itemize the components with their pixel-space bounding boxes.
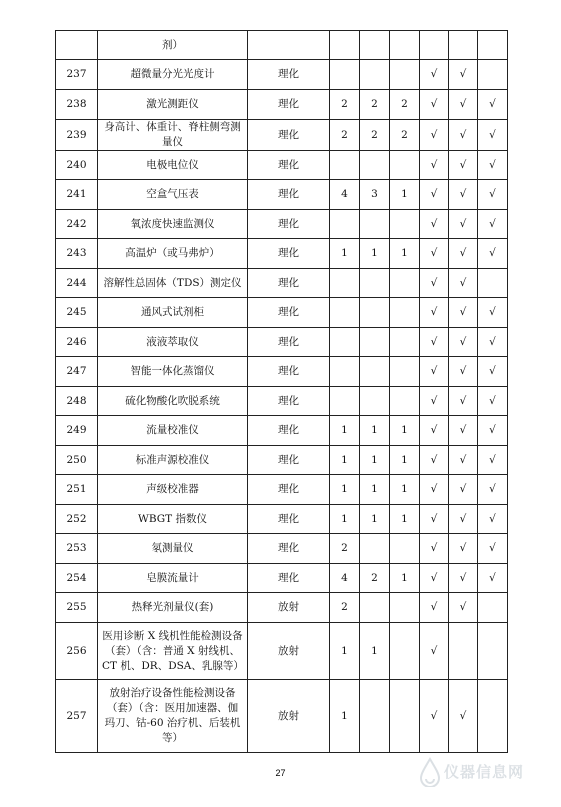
cell-equipment-name: 氧浓度快速监测仪 <box>98 210 248 239</box>
cell-c6: √ <box>478 505 508 534</box>
cell-c5: √ <box>449 357 478 387</box>
cell-equipment-name: 液液萃取仪 <box>98 328 248 357</box>
table-row <box>56 210 508 239</box>
cell-category: 理化 <box>248 210 330 239</box>
cell-c5 <box>449 31 478 60</box>
page-number: 27 <box>275 768 286 778</box>
cell-equipment-name: 超微量分光光度计 <box>98 60 248 90</box>
cell-c3 <box>390 298 420 328</box>
cell-number: 251 <box>56 475 98 505</box>
cell-c6 <box>478 269 508 298</box>
cell-c3: 1 <box>390 180 420 210</box>
cell-c4: √ <box>420 269 449 298</box>
cell-number: 252 <box>56 505 98 534</box>
cell-c5: √ <box>449 151 478 180</box>
cell-c1: 4 <box>330 180 360 210</box>
cell-c1: 1 <box>330 680 360 753</box>
cell-c1: 4 <box>330 564 360 593</box>
cell-category: 理化 <box>248 387 330 416</box>
cell-c1 <box>330 60 360 90</box>
cell-c6 <box>478 623 508 680</box>
cell-c6: √ <box>478 328 508 357</box>
cell-number: 245 <box>56 298 98 328</box>
cell-c5: √ <box>449 446 478 475</box>
cell-category: 理化 <box>248 505 330 534</box>
cell-c3 <box>390 387 420 416</box>
cell-c5: √ <box>449 60 478 90</box>
cell-number: 256 <box>56 623 98 680</box>
cell-category: 理化 <box>248 151 330 180</box>
table-row <box>56 180 508 210</box>
cell-c3 <box>390 680 420 753</box>
cell-c4: √ <box>420 534 449 564</box>
cell-c1: 1 <box>330 505 360 534</box>
cell-c6 <box>478 680 508 753</box>
cell-category: 理化 <box>248 90 330 120</box>
watermark-text: 仪器信息网 <box>444 763 525 781</box>
cell-c6: √ <box>478 416 508 446</box>
cell-equipment-name: 智能一体化蒸馏仪 <box>98 357 248 387</box>
cell-c4 <box>420 31 449 60</box>
cell-category: 理化 <box>248 475 330 505</box>
cell-c3 <box>390 151 420 180</box>
cell-equipment-name: 流量校准仪 <box>98 416 248 446</box>
table-row <box>56 120 508 151</box>
cell-c4: √ <box>420 387 449 416</box>
cell-c2: 2 <box>360 90 390 120</box>
cell-c1 <box>330 151 360 180</box>
cell-c5: √ <box>449 210 478 239</box>
cell-c2: 2 <box>360 120 390 151</box>
cell-c2: 1 <box>360 416 390 446</box>
cell-equipment-name: 声级校准器 <box>98 475 248 505</box>
cell-c4: √ <box>420 593 449 623</box>
table-row <box>56 593 508 623</box>
cell-number: 244 <box>56 269 98 298</box>
cell-equipment-name: 高温炉（或马弗炉） <box>98 239 248 269</box>
cell-equipment-name: 空盒气压表 <box>98 180 248 210</box>
cell-c4: √ <box>420 60 449 90</box>
cell-c2 <box>360 60 390 90</box>
cell-c4: √ <box>420 120 449 151</box>
cell-category: 理化 <box>248 298 330 328</box>
cell-equipment-name: 身高计、体重计、脊柱侧弯测量仪 <box>98 120 248 151</box>
cell-c5: √ <box>449 298 478 328</box>
equipment-table <box>55 30 508 753</box>
cell-c5: √ <box>449 180 478 210</box>
cell-c3: 2 <box>390 90 420 120</box>
cell-number: 247 <box>56 357 98 387</box>
cell-c6: √ <box>478 564 508 593</box>
cell-number: 238 <box>56 90 98 120</box>
cell-c5: √ <box>449 505 478 534</box>
cell-category: 放射 <box>248 593 330 623</box>
cell-c4: √ <box>420 180 449 210</box>
equipment-table-body <box>56 31 508 753</box>
cell-category: 理化 <box>248 239 330 269</box>
table-row <box>56 534 508 564</box>
cell-c5: √ <box>449 90 478 120</box>
cell-c3 <box>390 593 420 623</box>
cell-equipment-name: 氡测量仪 <box>98 534 248 564</box>
cell-c2: 1 <box>360 239 390 269</box>
cell-number: 253 <box>56 534 98 564</box>
cell-c1 <box>330 387 360 416</box>
cell-c6: √ <box>478 180 508 210</box>
cell-c5 <box>449 623 478 680</box>
cell-c2: 1 <box>360 475 390 505</box>
cell-category: 理化 <box>248 269 330 298</box>
cell-equipment-name: 溶解性总固体（TDS）测定仪 <box>98 269 248 298</box>
cell-c3: 1 <box>390 416 420 446</box>
cell-c5: √ <box>449 269 478 298</box>
cell-number: 246 <box>56 328 98 357</box>
table-row <box>56 90 508 120</box>
cell-equipment-name: 通风式试剂柜 <box>98 298 248 328</box>
cell-c5: √ <box>449 120 478 151</box>
cell-number <box>56 31 98 60</box>
cell-c2 <box>360 534 390 564</box>
cell-c6: √ <box>478 298 508 328</box>
cell-c2 <box>360 357 390 387</box>
cell-number: 255 <box>56 593 98 623</box>
table-row <box>56 564 508 593</box>
cell-c6 <box>478 60 508 90</box>
cell-equipment-name: 硫化物酸化吹脱系统 <box>98 387 248 416</box>
cell-c2: 1 <box>360 623 390 680</box>
cell-c2: 2 <box>360 564 390 593</box>
cell-category: 理化 <box>248 446 330 475</box>
cell-number: 237 <box>56 60 98 90</box>
cell-c2 <box>360 269 390 298</box>
cell-c1 <box>330 328 360 357</box>
cell-c4: √ <box>420 623 449 680</box>
cell-c4: √ <box>420 210 449 239</box>
cell-c2: 1 <box>360 446 390 475</box>
cell-c2 <box>360 31 390 60</box>
cell-c4: √ <box>420 446 449 475</box>
cell-c4: √ <box>420 564 449 593</box>
cell-c2: 3 <box>360 180 390 210</box>
cell-number: 240 <box>56 151 98 180</box>
cell-c2 <box>360 680 390 753</box>
cell-c1 <box>330 357 360 387</box>
cell-c3: 1 <box>390 505 420 534</box>
cell-number: 257 <box>56 680 98 753</box>
cell-c3 <box>390 623 420 680</box>
cell-category: 理化 <box>248 60 330 90</box>
cell-c2 <box>360 593 390 623</box>
cell-c3: 1 <box>390 239 420 269</box>
cell-c4: √ <box>420 505 449 534</box>
table-row <box>56 269 508 298</box>
cell-number: 241 <box>56 180 98 210</box>
cell-c2 <box>360 151 390 180</box>
cell-c6 <box>478 31 508 60</box>
cell-c5: √ <box>449 680 478 753</box>
cell-equipment-name: 热释光剂量仪(套) <box>98 593 248 623</box>
table-row <box>56 475 508 505</box>
cell-number: 248 <box>56 387 98 416</box>
cell-category <box>248 31 330 60</box>
cell-equipment-name: 标准声源校准仪 <box>98 446 248 475</box>
cell-equipment-name: 医用诊断 X 线机性能检测设备（套）（含：普通 X 射线机、CT 机、DR、DSA、乳腺等） <box>98 623 248 680</box>
table-row <box>56 151 508 180</box>
cell-c4: √ <box>420 298 449 328</box>
cell-c6 <box>478 593 508 623</box>
table-row <box>56 328 508 357</box>
table-row <box>56 505 508 534</box>
cell-c1: 2 <box>330 593 360 623</box>
cell-c3: 1 <box>390 446 420 475</box>
cell-c1: 1 <box>330 475 360 505</box>
cell-equipment-name: 剂） <box>98 31 248 60</box>
cell-c1 <box>330 298 360 328</box>
cell-c3: 1 <box>390 564 420 593</box>
table-row <box>56 387 508 416</box>
cell-c5: √ <box>449 534 478 564</box>
cell-c2 <box>360 328 390 357</box>
cell-equipment-name: 皂膜流量计 <box>98 564 248 593</box>
cell-category: 理化 <box>248 328 330 357</box>
cell-c4: √ <box>420 151 449 180</box>
cell-number: 242 <box>56 210 98 239</box>
cell-category: 放射 <box>248 623 330 680</box>
cell-category: 理化 <box>248 120 330 151</box>
cell-c1: 2 <box>330 90 360 120</box>
watermark <box>418 753 558 793</box>
cell-c4: √ <box>420 328 449 357</box>
cell-c2 <box>360 298 390 328</box>
cell-c6: √ <box>478 120 508 151</box>
cell-c6: √ <box>478 151 508 180</box>
cell-c1: 1 <box>330 623 360 680</box>
table-row <box>56 31 508 60</box>
cell-equipment-name: 放射治疗设备性能检测设备（套）（含：医用加速器、伽玛刀、钴-60 治疗机、后装机等） <box>98 680 248 753</box>
cell-c4: √ <box>420 680 449 753</box>
cell-category: 理化 <box>248 534 330 564</box>
cell-c2 <box>360 387 390 416</box>
cell-c6: √ <box>478 387 508 416</box>
cell-category: 理化 <box>248 416 330 446</box>
cell-c4: √ <box>420 475 449 505</box>
cell-c2 <box>360 210 390 239</box>
cell-category: 理化 <box>248 564 330 593</box>
cell-c4: √ <box>420 90 449 120</box>
cell-number: 254 <box>56 564 98 593</box>
cell-c6: √ <box>478 90 508 120</box>
cell-c3: 2 <box>390 120 420 151</box>
cell-c1: 2 <box>330 534 360 564</box>
table-row <box>56 680 508 753</box>
cell-c6: √ <box>478 357 508 387</box>
cell-category: 放射 <box>248 680 330 753</box>
cell-c3 <box>390 210 420 239</box>
table-row <box>56 623 508 680</box>
cell-category: 理化 <box>248 180 330 210</box>
cell-c5: √ <box>449 239 478 269</box>
cell-number: 250 <box>56 446 98 475</box>
cell-number: 239 <box>56 120 98 151</box>
cell-c3 <box>390 357 420 387</box>
cell-c3 <box>390 60 420 90</box>
cell-equipment-name: WBGT 指数仪 <box>98 505 248 534</box>
cell-c3: 1 <box>390 475 420 505</box>
cell-c2: 1 <box>360 505 390 534</box>
cell-c5: √ <box>449 564 478 593</box>
cell-c1 <box>330 31 360 60</box>
cell-c6: √ <box>478 239 508 269</box>
cell-c5: √ <box>449 593 478 623</box>
table-row <box>56 239 508 269</box>
cell-c1: 2 <box>330 120 360 151</box>
cell-c6: √ <box>478 475 508 505</box>
cell-c1 <box>330 269 360 298</box>
cell-equipment-name: 激光测距仪 <box>98 90 248 120</box>
cell-c1: 1 <box>330 239 360 269</box>
cell-c3 <box>390 269 420 298</box>
cell-number: 243 <box>56 239 98 269</box>
cell-number: 249 <box>56 416 98 446</box>
cell-c1: 1 <box>330 416 360 446</box>
table-row <box>56 60 508 90</box>
cell-c1: 1 <box>330 446 360 475</box>
table-row <box>56 298 508 328</box>
cell-c6: √ <box>478 534 508 564</box>
cell-c4: √ <box>420 357 449 387</box>
cell-c1 <box>330 210 360 239</box>
cell-c4: √ <box>420 416 449 446</box>
cell-equipment-name: 电极电位仪 <box>98 151 248 180</box>
cell-c6: √ <box>478 210 508 239</box>
cell-c5: √ <box>449 328 478 357</box>
watermark-logo-icon <box>418 757 442 787</box>
cell-c4: √ <box>420 239 449 269</box>
cell-c5: √ <box>449 387 478 416</box>
cell-c5: √ <box>449 475 478 505</box>
cell-c3 <box>390 534 420 564</box>
cell-c3 <box>390 31 420 60</box>
cell-c3 <box>390 328 420 357</box>
cell-c5: √ <box>449 416 478 446</box>
table-row <box>56 446 508 475</box>
table-row <box>56 416 508 446</box>
cell-category: 理化 <box>248 357 330 387</box>
cell-c6: √ <box>478 446 508 475</box>
table-row <box>56 357 508 387</box>
